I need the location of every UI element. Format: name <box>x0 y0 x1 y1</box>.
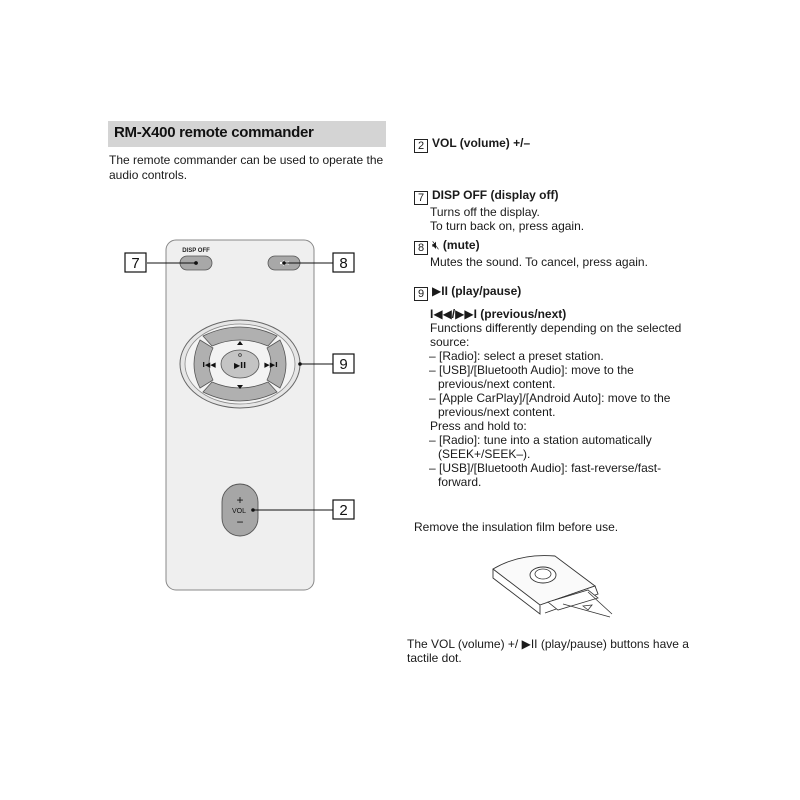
intro-text: The remote commander can be used to operate the audio controls. <box>109 153 384 182</box>
item-prev-next-title: I◀◀/▶▶I (previous/next) <box>430 307 567 321</box>
item-vol-number: 2 <box>414 139 428 153</box>
callout-2-label: 2 <box>339 502 348 519</box>
section-title: RM-X400 remote commander <box>114 124 314 141</box>
vol-minus: − <box>236 515 244 529</box>
tactile-note: The VOL (volume) +/ ▶II (play/pause) buttons have a tactile dot. <box>407 637 689 665</box>
play-pause-glyph: ▶II <box>233 361 247 370</box>
next-glyph: ▶▶I <box>264 361 278 369</box>
callout-8 <box>333 253 354 272</box>
hold-intro: Press and hold to: <box>430 419 527 433</box>
item-mute-title: (mute) <box>442 238 480 252</box>
vol-label: VOL <box>231 508 247 515</box>
item-disp-line-1: Turns off the display. <box>430 205 540 219</box>
remote-body <box>166 240 314 590</box>
insulation-film-illustration <box>493 556 612 617</box>
item-play-number: 9 <box>414 287 428 301</box>
callout-8-label: 8 <box>339 255 348 272</box>
hold-list-item: – [USB]/[Bluetooth Audio]: fast-reverse/fast-forward. <box>429 461 662 489</box>
press-list-item: – [Apple CarPlay]/[Android Auto]: move to the previous/next content. <box>429 391 671 419</box>
callout-9-label: 9 <box>339 356 348 373</box>
disp-off-label: DISP OFF <box>182 248 210 254</box>
callout-7 <box>125 253 146 272</box>
item-mute <box>414 238 714 269</box>
press-list-item: – [Radio]: select a preset station. <box>429 349 604 363</box>
item-mute-line-1: Mutes the sound. To cancel, press again. <box>430 255 648 269</box>
item-disp-line-2: To turn back on, press again. <box>430 219 585 233</box>
item-disp-off <box>414 188 714 233</box>
callout-9 <box>333 354 354 373</box>
item-play-title: ▶II (play/pause) <box>432 284 522 298</box>
mute-icon: 🔇︎ <box>432 238 440 252</box>
item-mute-number: 8 <box>414 241 428 255</box>
item-vol <box>414 136 714 153</box>
prev-glyph: I◀◀ <box>202 361 216 369</box>
callout-2 <box>333 500 354 519</box>
vol-plus: + <box>236 493 244 507</box>
item-play-pause <box>414 284 714 489</box>
insulation-note: Remove the insulation film before use. <box>414 520 619 534</box>
callout-7-label: 7 <box>131 255 140 272</box>
hold-list-item: – [Radio]: tune into a station automatically (SEEK+/SEEK–). <box>429 433 652 461</box>
press-list-item: – [USB]/[Bluetooth Audio]: move to the previous/next content. <box>429 363 634 391</box>
item-vol-title: VOL (volume) +/– <box>432 136 531 150</box>
item-disp-title: DISP OFF (display off) <box>432 188 559 202</box>
item-play-intro: Functions differently depending on the selected source: <box>430 321 682 349</box>
item-disp-number: 7 <box>414 191 428 205</box>
